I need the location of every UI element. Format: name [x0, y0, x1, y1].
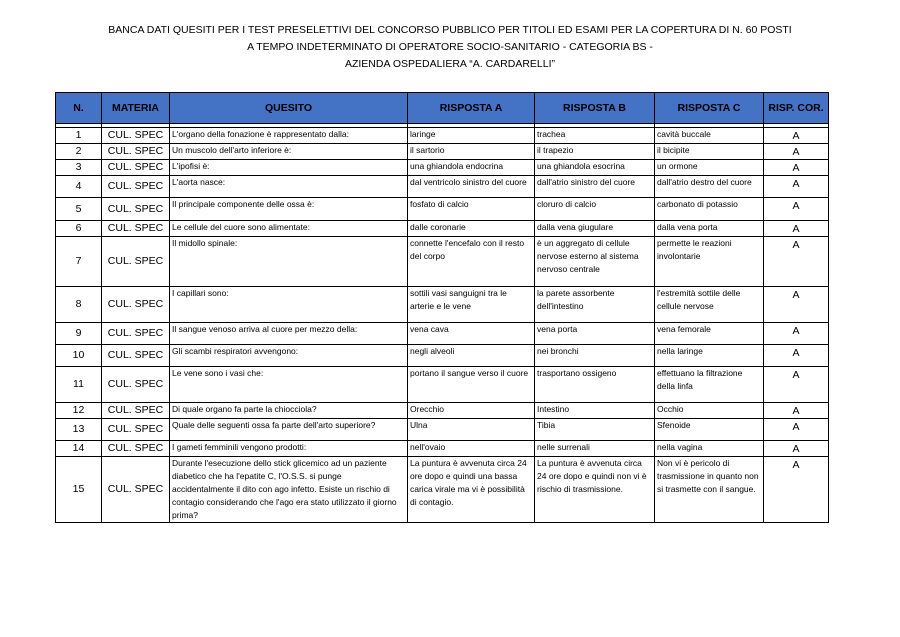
column-header-number: N. — [56, 93, 102, 124]
row-risposta-corretta: A — [764, 237, 829, 287]
row-risposta-c: permette le reazioni involontarie — [655, 237, 764, 287]
row-risposta-a: connette l'encefalo con il resto del corpo — [408, 237, 535, 287]
table-row — [56, 237, 829, 287]
table-row — [56, 403, 829, 419]
row-risposta-corretta: A — [764, 419, 829, 441]
row-materia: CUL. SPEC — [102, 144, 170, 160]
row-risposta-b: Intestino — [535, 403, 655, 419]
row-materia: CUL. SPEC — [102, 287, 170, 323]
row-risposta-corretta: A — [764, 128, 829, 144]
row-quesito: Durante l'esecuzione dello stick glicemico ad un paziente diabetico che ha l'epatite C, l'O.S.S. si punge accidentalmente il dito con ago infetto. Esiste un rischio di contagio considerando che l'ago era stato utilizzato il giorno prima? — [170, 457, 408, 523]
table-row — [56, 345, 829, 367]
column-header-risposta-c: RISPOSTA C — [655, 93, 764, 124]
row-risposta-a: La puntura è avvenuta circa 24 ore dopo e quindi una bassa carica virale ma vi è possibilità di contagio. — [408, 457, 535, 523]
row-risposta-c: l'estremità sottile delle cellule nervose — [655, 287, 764, 323]
table-row — [56, 323, 829, 345]
title-line-1: BANCA DATI QUESITI PER I TEST PRESELETTIVI DEL CONCORSO PUBBLICO PER TITOLI ED ESAMI PER LA COPERTURA DI N. 60 POSTI — [108, 24, 792, 36]
row-risposta-c: il bicipite — [655, 144, 764, 160]
table-row — [56, 287, 829, 323]
row-materia: CUL. SPEC — [102, 345, 170, 367]
title-line-3: AZIENDA OSPEDALIERA “A. CARDARELLI” — [344, 58, 556, 70]
row-number: 1 — [56, 128, 102, 144]
row-materia: CUL. SPEC — [102, 160, 170, 176]
row-risposta-b: cloruro di calcio — [535, 198, 655, 221]
table-row — [56, 221, 829, 237]
row-risposta-b: nei bronchi — [535, 345, 655, 367]
table-row — [56, 176, 829, 198]
row-quesito: Il principale componente delle ossa è: — [170, 198, 408, 221]
row-quesito: I gameti femminili vengono prodotti: — [170, 441, 408, 457]
table-row — [56, 128, 829, 144]
row-risposta-corretta: A — [764, 367, 829, 403]
row-risposta-c: Non vi è pericolo di trasmissione in quanto non si trasmette con il sangue. — [655, 457, 764, 523]
title-line-2: A TEMPO INDETERMINATO DI OPERATORE SOCIO-SANITARIO - CATEGORIA BS - — [247, 41, 653, 53]
row-risposta-b: Tibia — [535, 419, 655, 441]
row-risposta-b: la parete assorbente dell'intestino — [535, 287, 655, 323]
row-risposta-a: Orecchio — [408, 403, 535, 419]
row-risposta-b: vena porta — [535, 323, 655, 345]
document-title — [0, 22, 900, 73]
row-number: 9 — [56, 323, 102, 345]
row-materia: CUL. SPEC — [102, 198, 170, 221]
row-risposta-corretta: A — [764, 457, 829, 523]
row-number: 5 — [56, 198, 102, 221]
row-risposta-a: dalle coronarie — [408, 221, 535, 237]
row-risposta-c: dalla vena porta — [655, 221, 764, 237]
table-row — [56, 457, 829, 523]
column-header-risposta-a: RISPOSTA A — [408, 93, 535, 124]
row-risposta-a: Ulna — [408, 419, 535, 441]
row-risposta-b: trachea — [535, 128, 655, 144]
row-risposta-corretta: A — [764, 403, 829, 419]
row-quesito: Le vene sono i vasi che: — [170, 367, 408, 403]
row-number: 15 — [56, 457, 102, 523]
column-header-risposta-b: RISPOSTA B — [535, 93, 655, 124]
row-risposta-c: Sfenoide — [655, 419, 764, 441]
column-header-materia: MATERIA — [102, 93, 170, 124]
row-risposta-c: dall'atrio destro del cuore — [655, 176, 764, 198]
row-risposta-b: trasportano ossigeno — [535, 367, 655, 403]
row-risposta-c: vena femorale — [655, 323, 764, 345]
row-materia: CUL. SPEC — [102, 221, 170, 237]
row-risposta-corretta: A — [764, 221, 829, 237]
row-risposta-a: una ghiandola endocrina — [408, 160, 535, 176]
row-risposta-c: nella laringe — [655, 345, 764, 367]
row-materia: CUL. SPEC — [102, 176, 170, 198]
table-row — [56, 419, 829, 441]
row-number: 10 — [56, 345, 102, 367]
row-quesito: L'ipofisi è: — [170, 160, 408, 176]
row-number: 6 — [56, 221, 102, 237]
row-number: 11 — [56, 367, 102, 403]
row-risposta-c: carbonato di potassio — [655, 198, 764, 221]
row-risposta-a: sottili vasi sanguigni tra le arterie e le vene — [408, 287, 535, 323]
row-risposta-a: nell'ovaio — [408, 441, 535, 457]
row-number: 7 — [56, 237, 102, 287]
row-quesito: Un muscolo dell'arto inferiore è: — [170, 144, 408, 160]
table-row — [56, 160, 829, 176]
row-quesito: I capillari sono: — [170, 287, 408, 323]
row-quesito: Il sangue venoso arriva al cuore per mezzo della: — [170, 323, 408, 345]
table-row — [56, 144, 829, 160]
row-risposta-b: nelle surrenali — [535, 441, 655, 457]
questions-table — [55, 92, 829, 523]
row-number: 14 — [56, 441, 102, 457]
row-quesito: Gli scambi respiratori avvengono: — [170, 345, 408, 367]
row-quesito: Il midollo spinale: — [170, 237, 408, 287]
row-risposta-c: nella vagina — [655, 441, 764, 457]
row-quesito: Quale delle seguenti ossa fa parte dell'arto superiore? — [170, 419, 408, 441]
row-risposta-c: Occhio — [655, 403, 764, 419]
row-risposta-corretta: A — [764, 160, 829, 176]
row-number: 8 — [56, 287, 102, 323]
row-materia: CUL. SPEC — [102, 128, 170, 144]
row-risposta-b: dalla vena giugulare — [535, 221, 655, 237]
row-quesito: L'aorta nasce: — [170, 176, 408, 198]
column-header-risposta-corretta: RISP. COR. — [764, 93, 829, 124]
row-risposta-a: vena cava — [408, 323, 535, 345]
row-risposta-b: dall'atrio sinistro del cuore — [535, 176, 655, 198]
table-row — [56, 441, 829, 457]
table-header-row — [56, 93, 829, 124]
row-risposta-a: il sartorio — [408, 144, 535, 160]
row-risposta-b: La puntura è avvenuta circa 24 ore dopo e quindi non vi è rischio di trasmissione. — [535, 457, 655, 523]
row-risposta-a: laringe — [408, 128, 535, 144]
row-quesito: L'organo della fonazione è rappresentato dalla: — [170, 128, 408, 144]
table-row — [56, 367, 829, 403]
row-risposta-b: il trapezio — [535, 144, 655, 160]
row-risposta-c: un ormone — [655, 160, 764, 176]
row-number: 4 — [56, 176, 102, 198]
row-materia: CUL. SPEC — [102, 419, 170, 441]
row-materia: CUL. SPEC — [102, 237, 170, 287]
row-risposta-a: dal ventricolo sinistro del cuore — [408, 176, 535, 198]
table-row — [56, 198, 829, 221]
row-risposta-corretta: A — [764, 323, 829, 345]
row-materia: CUL. SPEC — [102, 441, 170, 457]
row-risposta-b: una ghiandola esocrina — [535, 160, 655, 176]
row-risposta-corretta: A — [764, 176, 829, 198]
row-number: 2 — [56, 144, 102, 160]
column-header-quesito: QUESITO — [170, 93, 408, 124]
row-number: 3 — [56, 160, 102, 176]
row-materia: CUL. SPEC — [102, 457, 170, 523]
row-risposta-c: cavità buccale — [655, 128, 764, 144]
row-risposta-corretta: A — [764, 441, 829, 457]
row-risposta-b: è un aggregato di cellule nervose esterno al sistema nervoso centrale — [535, 237, 655, 287]
row-risposta-a: fosfato di calcio — [408, 198, 535, 221]
row-quesito: Le cellule del cuore sono alimentate: — [170, 221, 408, 237]
row-quesito: Di quale organo fa parte la chiocciola? — [170, 403, 408, 419]
row-risposta-a: negli alveoli — [408, 345, 535, 367]
row-risposta-corretta: A — [764, 144, 829, 160]
row-risposta-corretta: A — [764, 345, 829, 367]
row-materia: CUL. SPEC — [102, 403, 170, 419]
row-risposta-corretta: A — [764, 198, 829, 221]
row-number: 12 — [56, 403, 102, 419]
row-number: 13 — [56, 419, 102, 441]
row-risposta-c: effettuano la filtrazione della linfa — [655, 367, 764, 403]
row-materia: CUL. SPEC — [102, 323, 170, 345]
row-risposta-a: portano il sangue verso il cuore — [408, 367, 535, 403]
row-risposta-corretta: A — [764, 287, 829, 323]
row-materia: CUL. SPEC — [102, 367, 170, 403]
